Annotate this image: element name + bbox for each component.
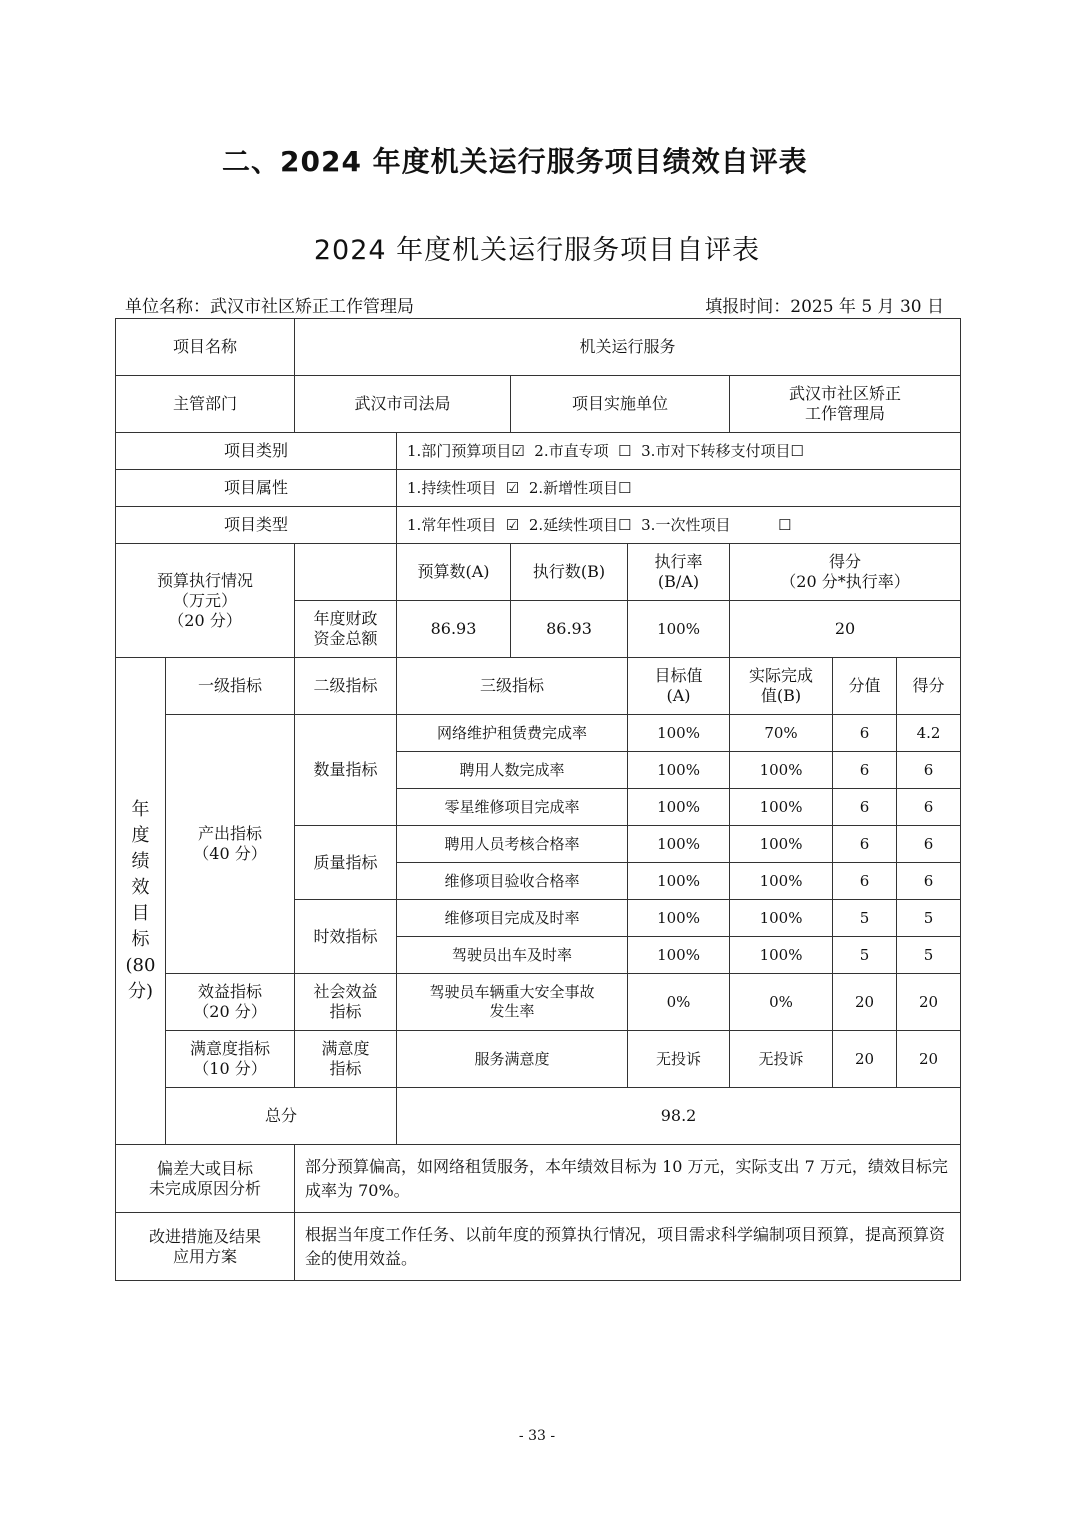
header-target-line1: 目标值 [654, 666, 703, 685]
row-total [116, 1088, 961, 1145]
impl-value-line1: 武汉市社区矫正 [789, 384, 902, 403]
indicator-target: 0% [628, 974, 730, 1031]
indicator-score: 6 [897, 752, 961, 789]
deviation-label-line2: 未完成原因分析 [149, 1178, 262, 1198]
indicator-score: 6 [897, 789, 961, 826]
budget-label-line2: （万元） [173, 590, 238, 610]
indicator-name: 聘用人数完成率 [397, 752, 628, 789]
budget-blank-cell [295, 544, 397, 601]
indicator-target: 100% [628, 715, 730, 752]
type-options: 1.常年性项目 ☑ 2.延续性项目☐ 3.一次性项目 ☐ [397, 507, 961, 544]
indicator-actual: 100% [730, 752, 833, 789]
table-row [116, 1031, 961, 1088]
indicator-target: 无投诉 [628, 1031, 730, 1088]
output-label-line2: （40 分） [193, 844, 267, 863]
side-char: 度 [131, 824, 150, 846]
indicator-points: 6 [833, 715, 897, 752]
timeliness-indicator-label: 时效指标 [295, 900, 397, 974]
indicator-score: 20 [897, 1031, 961, 1088]
indicator-target: 100% [628, 900, 730, 937]
output-indicator-label [166, 715, 295, 974]
header-actual-line1: 实际完成 [749, 666, 814, 685]
dept-label: 主管部门 [116, 376, 295, 433]
page-number: - 33 - [518, 1428, 556, 1444]
indicator-actual: 100% [730, 863, 833, 900]
benefit-label-line2: （20 分） [193, 1002, 267, 1021]
header-actual-line2: 值(B) [760, 686, 802, 705]
indicator-points: 6 [833, 826, 897, 863]
self-evaluation-table [115, 318, 961, 1281]
impl-value [730, 376, 961, 433]
header-target-line2: (A) [666, 686, 691, 705]
indicator-points: 6 [833, 863, 897, 900]
attribute-options: 1.持续性项目 ☑ 2.新增性项目☐ [397, 470, 961, 507]
row-type [116, 507, 961, 544]
table-title: 2024 年度机关运行服务项目自评表 [313, 235, 761, 266]
budget-label-line1: 预算执行情况 [157, 570, 254, 590]
indicator-actual: 70% [730, 715, 833, 752]
deviation-label-line1: 偏差大或目标 [157, 1158, 254, 1178]
indicator-actual: 100% [730, 900, 833, 937]
deviation-text: 部分预算偏高，如网络租赁服务，本年绩效目标为 10 万元，实际支出 7 万元，绩效目标完成率为 70%。 [295, 1145, 961, 1213]
row-deviation [116, 1145, 961, 1213]
indicator-score: 20 [897, 974, 961, 1031]
impl-value-line2: 工作管理局 [805, 404, 886, 423]
side-char: 年 [131, 798, 150, 820]
row-project-name [116, 319, 961, 376]
social-benefit-label [295, 974, 397, 1031]
row-budget-header [116, 544, 961, 601]
side-char: 绩 [131, 850, 150, 872]
indicator-score: 4.2 [897, 715, 961, 752]
col-score-line2: （20 分*执行率） [780, 572, 910, 591]
indicator-actual: 100% [730, 789, 833, 826]
annual-goal-label [116, 658, 166, 1145]
improvement-label-line2: 应用方案 [173, 1246, 238, 1266]
row-category [116, 433, 961, 470]
indicator-target: 100% [628, 863, 730, 900]
col-exec: 执行数(B) [511, 544, 628, 601]
improvement-label-line1: 改进措施及结果 [149, 1226, 262, 1246]
side-char: 标 [131, 929, 150, 951]
satisfaction-label-line2: （10 分） [193, 1059, 267, 1078]
indicator-score: 6 [897, 826, 961, 863]
row-improvement [116, 1213, 961, 1281]
col-score-line1: 得分 [829, 552, 862, 571]
fund-total-label-line1: 年度财政 [313, 609, 378, 628]
dept-value: 武汉市司法局 [295, 376, 511, 433]
header-actual [730, 658, 833, 715]
indicator-score: 5 [897, 900, 961, 937]
header-score: 得分 [897, 658, 961, 715]
indicator-points: 5 [833, 900, 897, 937]
indicator-name-line2: 发生率 [489, 1002, 535, 1020]
quantity-indicator-label: 数量指标 [295, 715, 397, 826]
indicator-points: 6 [833, 789, 897, 826]
rate-value: 100% [628, 601, 730, 658]
row-indicator-header [116, 658, 961, 715]
improvement-label [116, 1213, 295, 1281]
indicator-actual: 100% [730, 826, 833, 863]
header-points: 分值 [833, 658, 897, 715]
category-label: 项目类别 [116, 433, 397, 470]
indicator-name-line1: 驾驶员车辆重大安全事故 [429, 983, 595, 1002]
col-score [730, 544, 961, 601]
row-department [116, 376, 961, 433]
col-budget: 预算数(A) [397, 544, 511, 601]
score-value: 20 [730, 601, 961, 658]
total-label: 总分 [166, 1088, 397, 1145]
header-level2: 二级指标 [295, 658, 397, 715]
indicator-name: 聘用人员考核合格率 [397, 826, 628, 863]
fund-total-label [295, 601, 397, 658]
table-row [116, 715, 961, 752]
indicator-actual: 100% [730, 937, 833, 974]
indicator-target: 100% [628, 826, 730, 863]
satisfaction-sub-label [295, 1031, 397, 1088]
indicator-target: 100% [628, 937, 730, 974]
indicator-score: 6 [897, 863, 961, 900]
col-rate [628, 544, 730, 601]
header-level1: 一级指标 [166, 658, 295, 715]
project-name-label: 项目名称 [116, 319, 295, 376]
impl-label: 项目实施单位 [511, 376, 730, 433]
social-label-line1: 社会效益 [313, 982, 378, 1001]
header-level3: 三级指标 [397, 658, 628, 715]
fill-date: 填报时间：2025 年 5 月 30 日 [705, 297, 944, 317]
category-options: 1.部门预算项目☑ 2.市直专项 ☐ 3.市对下转移支付项目☐ [397, 433, 961, 470]
indicator-points: 20 [833, 974, 897, 1031]
indicator-target: 100% [628, 789, 730, 826]
fund-total-label-line2: 资金总额 [313, 629, 378, 648]
improvement-text: 根据当年度工作任务、以前年度的预算执行情况，项目需求科学编制项目预算，提高预算资金的使用效益。 [295, 1213, 961, 1281]
indicator-name: 维修项目完成及时率 [397, 900, 628, 937]
budget-label-line3: （20 分） [168, 610, 242, 630]
indicator-name [397, 974, 628, 1031]
side-char: 分) [127, 981, 154, 1003]
col-rate-line1: 执行率 [654, 552, 703, 571]
indicator-actual: 0% [730, 974, 833, 1031]
project-name-value: 机关运行服务 [295, 319, 961, 376]
unit-name: 单位名称：武汉市社区矫正工作管理局 [125, 297, 414, 317]
type-label: 项目类型 [116, 507, 397, 544]
indicator-name: 零星维修项目完成率 [397, 789, 628, 826]
side-char: (80 [125, 955, 156, 977]
indicator-name: 服务满意度 [397, 1031, 628, 1088]
row-attribute [116, 470, 961, 507]
indicator-name: 维修项目验收合格率 [397, 863, 628, 900]
header-target [628, 658, 730, 715]
indicator-target: 100% [628, 752, 730, 789]
indicator-points: 6 [833, 752, 897, 789]
exec-value: 86.93 [511, 601, 628, 658]
col-rate-line2: (B/A) [657, 572, 700, 591]
indicator-points: 20 [833, 1031, 897, 1088]
social-label-line2: 指标 [329, 1002, 362, 1021]
indicator-score: 5 [897, 937, 961, 974]
sat-sub-line2: 指标 [329, 1059, 362, 1078]
table-row [116, 974, 961, 1031]
deviation-label [116, 1145, 295, 1213]
indicator-name: 驾驶员出车及时率 [397, 937, 628, 974]
output-label-line1: 产出指标 [198, 824, 263, 843]
budget-label [116, 544, 295, 658]
indicator-points: 5 [833, 937, 897, 974]
indicator-name: 网络维护租赁费完成率 [397, 715, 628, 752]
attribute-label: 项目属性 [116, 470, 397, 507]
sat-sub-line1: 满意度 [321, 1039, 370, 1058]
total-value: 98.2 [397, 1088, 961, 1145]
quality-indicator-label: 质量指标 [295, 826, 397, 900]
budget-value: 86.93 [397, 601, 511, 658]
benefit-indicator-label [166, 974, 295, 1031]
side-char: 目 [131, 903, 150, 924]
side-char: 效 [131, 876, 150, 898]
indicator-actual: 无投诉 [730, 1031, 833, 1088]
satisfaction-indicator-label [166, 1031, 295, 1088]
benefit-label-line1: 效益指标 [198, 982, 263, 1001]
satisfaction-label-line1: 满意度指标 [190, 1039, 271, 1058]
section-heading: 二、2024 年度机关运行服务项目绩效自评表 [222, 145, 808, 178]
